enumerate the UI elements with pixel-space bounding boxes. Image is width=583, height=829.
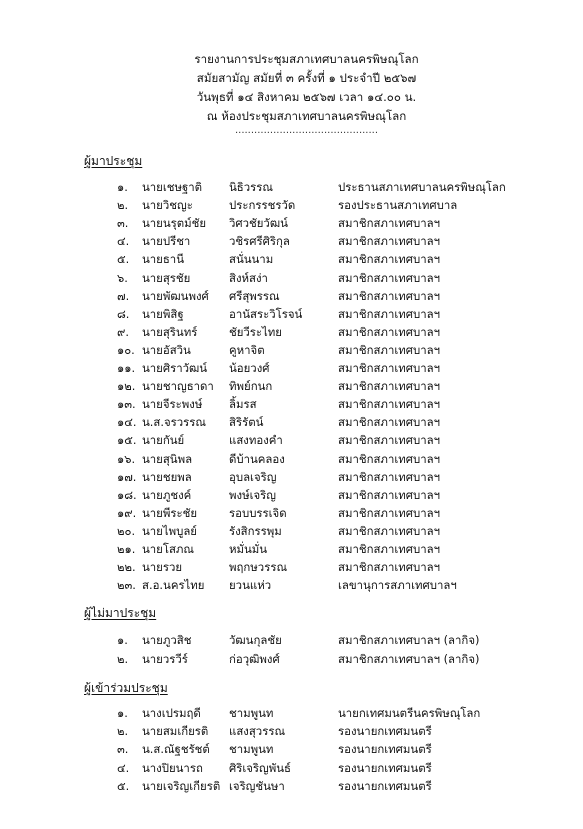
position: สมาชิกสภาเทศบาลฯ [338,505,440,520]
item-number: ๑๑. [117,361,136,375]
position: สมาชิกสภาเทศบาลฯ [338,361,440,375]
list-item [0,740,583,758]
position: รองนายกเทศมนตรี [338,778,432,793]
last-name: ศรีสุพรรณ [229,288,280,303]
list-item [0,450,583,468]
item-number: ๒๒. [117,560,136,575]
list-item [0,468,583,486]
list-item [0,359,583,377]
last-name: ลิ้มรส [229,397,257,412]
list-item [0,722,583,740]
header-date-time: วันพุธที่ ๑๔ สิงหาคม ๒๕๖๗ เวลา ๑๔.๐๐ น. [196,90,417,104]
last-name: นิธิวรรณ [229,180,273,194]
position: สมาชิกสภาเทศบาลฯ [338,306,440,321]
first-name: นายวิชญะ [142,198,193,213]
last-name: น้อยวงศ์ [229,361,270,375]
first-name: นายสมเกียรติ [142,724,209,739]
item-number: ๗. [117,288,130,303]
list-item [0,486,583,504]
first-name: นายสุนิพล [142,451,193,466]
list-item [0,214,583,232]
item-number: ๔. [117,234,130,249]
last-name: คูหาจิต [229,342,265,357]
item-number: ๖. [117,270,128,285]
last-name: ชัยวีระไทย [229,324,282,339]
list-item [0,250,583,268]
last-name: สิริรัตน์ [229,415,264,430]
last-name: วัฒนกุลชัย [229,633,282,647]
last-name: พฤกษวรรณ [229,560,288,575]
header-divider: ............................................. [234,125,379,136]
attendees-title: ผู้มาประชุม [84,154,143,168]
list-item [0,305,583,323]
position: สมาชิกสภาเทศบาลฯ [338,324,440,339]
first-name: นายไพบูลย์ [142,523,197,538]
list-item [0,196,583,214]
header-session: สมัยสามัญ สมัยที่ ๓ ครั้งที่ ๑ ประจำปี ๒๕๖๗ [196,71,417,85]
item-number: ๑๖. [117,451,136,466]
position: สมาชิกสภาเทศบาลฯ [338,216,440,231]
item-number: ๒. [117,651,129,666]
list-item [0,650,583,668]
first-name: นายรวย [142,560,183,575]
item-number: ๒๑. [117,542,136,556]
header-location: ณ ห้องประชุมสภาเทศบาลนครพิษณุโลก [206,109,407,123]
item-number: ๕. [117,778,130,793]
item-number: ๘. [117,306,130,321]
item-number: ๑. [117,706,128,720]
item-number: ๑๒. [117,379,136,394]
first-name: นายวรวีร์ [142,651,188,666]
last-name: อานัสระวิโรจน์ [229,306,303,321]
list-item [0,540,583,558]
position: สมาชิกสภาเทศบาลฯ [338,270,440,285]
item-number: ๓. [117,742,129,757]
last-name: ทิพย์กนก [229,379,273,394]
first-name: นายโสภณ [142,542,195,556]
list-item [0,777,583,795]
position: รองนายกเทศมนตรี [338,724,432,739]
item-number: ๓. [117,216,129,231]
position: สมาชิกสภาเทศบาลฯ (ลากิจ) [338,633,480,647]
last-name: อุบลเจริญ [229,469,277,484]
list-item [0,323,583,341]
first-name: นายปรีชา [142,234,191,249]
list-item [0,395,583,413]
position: รองนายกเทศมนตรี [338,742,432,757]
first-name: นายศิราวัฒน์ [142,361,208,375]
last-name: ก่อวุฒิพงศ์ [229,651,280,666]
list-item [0,413,583,431]
item-number: ๑๓. [117,397,136,412]
item-number: ๙. [117,324,129,339]
position: สมาชิกสภาเทศบาลฯ [338,433,440,448]
last-name: วชิรศรีศิริกุล [229,234,290,249]
document-header [0,50,583,136]
first-name: นายนรุตม์ชัย [142,216,207,231]
first-name: นางปิยนารถ [142,760,203,775]
position: เลขานุการสภาเทศบาลฯ [338,578,457,593]
item-number: ๒๓. [117,578,136,593]
last-name: เจริญชันษา [229,778,285,793]
item-number: ๒๐. [117,523,136,538]
item-number: ๒. [117,724,129,739]
first-name: นายภูชงค์ [142,487,192,502]
item-number: ๑. [117,180,128,194]
list-item [0,287,583,305]
last-name: ประกรรชรวัด [229,198,296,213]
list-item [0,558,583,576]
first-name: นายสุรินทร์ [142,324,198,339]
last-name: ยวนแห่ว [229,578,272,593]
first-name: นายภูวสิช [142,633,192,647]
first-name: นางเปรมฤดี [142,706,201,720]
header-title: รายงานการประชุมสภาเทศบาลนครพิษณุโลก [194,52,419,66]
last-name: วิศวชัยวัฒน์ [229,216,288,231]
position: รองประธานสภาเทศบาล [338,198,458,213]
position: สมาชิกสภาเทศบาลฯ [338,560,440,575]
last-name: รังสิกรรพุม [229,523,282,538]
first-name: นายจีระพงษ์ [142,397,203,412]
last-name: รอบบรรเจิด [229,505,287,520]
first-name: น.ส.ณัฐชรัชต์ [142,742,210,757]
first-name: นายชยพล [142,469,192,484]
list-item [0,522,583,540]
item-number: ๑๕. [117,433,137,448]
list-item [0,377,583,395]
first-name: นายพัฒนพงศ์ [142,288,209,303]
last-name: พงษ์เจริญ [229,487,276,502]
item-number: ๔. [117,760,130,775]
first-name: นายธานี [142,252,184,267]
position: สมาชิกสภาเทศบาลฯ [338,252,440,267]
position: นายกเทศมนตรีนครพิษณุโลก [338,706,481,720]
last-name: แสงทองคำ [229,433,283,448]
first-name: น.ส.จรวรรณ [142,415,206,430]
position: สมาชิกสภาเทศบาลฯ [338,288,440,303]
item-number: ๑๐. [117,342,135,357]
first-name: นายกันย์ [142,433,185,448]
position: รองนายกเทศมนตรี [338,760,432,775]
item-number: ๒. [117,198,129,213]
position: สมาชิกสภาเทศบาลฯ [338,342,440,357]
first-name: นายเจริญเกียรติ [142,778,221,793]
last-name: แสงสุวรรณ [229,724,286,739]
first-name: นายชาญธาดา [142,379,214,394]
last-name: ดีบ้านคลอง [229,451,285,466]
position: สมาชิกสภาเทศบาลฯ [338,487,440,502]
position: สมาชิกสภาเทศบาลฯ [338,415,440,430]
position: สมาชิกสภาเทศบาลฯ [338,451,440,466]
item-number: ๕. [117,252,130,267]
last-name: สิงห์สง่า [229,270,268,285]
participants-title: ผู้เข้าร่วมประชุม [84,681,168,695]
list-item [0,232,583,250]
position: สมาชิกสภาเทศบาลฯ [338,523,440,538]
list-item [0,631,583,649]
absentees-title: ผู้ไม่มาประชุม [84,606,157,620]
item-number: ๑. [117,633,128,647]
first-name: นายเชษฐาติ [142,180,203,194]
first-name: นายสุรชัย [142,270,191,285]
position: ประธานสภาเทศบาลนครพิษณุโลก [338,180,506,194]
first-name: นายพิสิฐ [142,306,184,321]
item-number: ๑๔. [117,415,137,430]
first-name: นายอัสวิน [142,342,191,357]
list-item [0,269,583,287]
list-item [0,178,583,196]
position: สมาชิกสภาเทศบาลฯ [338,469,440,484]
item-number: ๑๗. [117,469,137,484]
list-item [0,759,583,777]
last-name: ศิริเจริญพันธ์ [229,760,291,775]
list-item [0,504,583,522]
list-item [0,341,583,359]
last-name: สนั่นนาม [229,252,274,267]
position: สมาชิกสภาเทศบาลฯ [338,542,440,556]
position: สมาชิกสภาเทศบาลฯ [338,397,440,412]
position: สมาชิกสภาเทศบาลฯ (ลากิจ) [338,651,480,666]
last-name: ชามพูนท [229,742,274,757]
last-name: ชามพูนท [229,706,274,720]
last-name: หมั่นมั่น [229,542,268,556]
list-item [0,431,583,449]
list-item [0,704,583,722]
first-name: ส.อ.นครไทย [142,578,205,593]
list-item [0,576,583,594]
item-number: ๑๙. [117,505,137,520]
position: สมาชิกสภาเทศบาลฯ [338,234,440,249]
item-number: ๑๘. [117,487,137,502]
position: สมาชิกสภาเทศบาลฯ [338,379,440,394]
first-name: นายพีระชัย [142,505,198,520]
